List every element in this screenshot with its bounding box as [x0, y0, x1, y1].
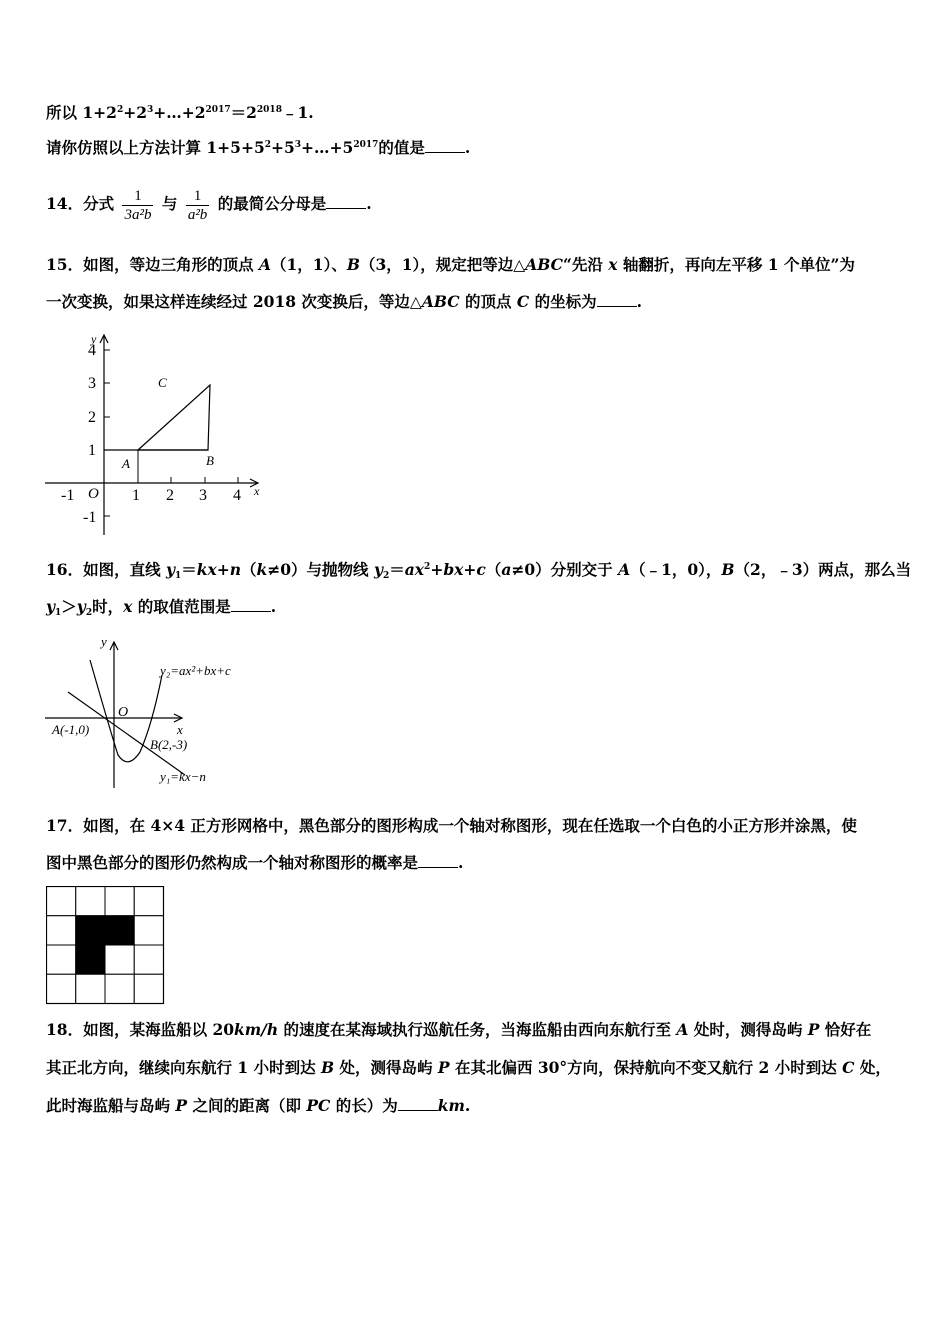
grid-cell-white [134, 887, 163, 916]
question-15-line-2: 一次变换，如果这样连续经过 2018 次变换后，等边△ABC 的顶点 C 的坐标为 . [46, 292, 643, 311]
x-tick-label: 4 [233, 487, 241, 504]
question-16-line-2: $y_1>y_2$时，x 的取值范围是 . [46, 597, 277, 618]
grid-cell-black [76, 916, 105, 945]
q17-grid-figure [46, 886, 166, 1006]
point-A-label: A [122, 456, 130, 471]
y-axis-label: y [91, 332, 97, 346]
grid-cell-white [134, 945, 163, 974]
grid-cell-white [47, 974, 76, 1003]
y-tick-label: 4 [88, 342, 96, 359]
grid-cell-white [134, 974, 163, 1003]
grid-cell-white [76, 887, 105, 916]
x-axis-label: x [177, 722, 183, 737]
point-B-label: B [206, 453, 214, 468]
triangle-ABC [138, 385, 210, 450]
grid-cell-white [105, 945, 134, 974]
point-C-label: C [158, 375, 167, 390]
q16-graph-figure [40, 630, 280, 790]
origin-label: O [118, 705, 129, 720]
question-18-line-2: 其正北方向，继续向东航行 1 小时到达 B 处，测得岛屿 P 在其北偏西 30°方向，保持航向不变又航行 2 小时到达 C 处， [46, 1058, 891, 1077]
x-tick-label: -1 [61, 487, 75, 504]
fraction-2: $\frac{1}{\text{a²b}}$ [187, 187, 208, 223]
answer-blank[interactable] [425, 138, 465, 153]
parabola-label: y₂=ax²+bx+c [160, 663, 231, 678]
grid-cell-white [47, 945, 76, 974]
answer-blank[interactable] [597, 292, 637, 307]
question-15-line-1: 15．如图，等边三角形的顶点 A（1，1）、B（3，1），规定把等边△ABC“先沿 x 轴翻折，再向左平移 1 个单位”为 [46, 255, 855, 274]
question-17-line-2: 图中黑色部分的图形仍然构成一个轴对称图形的概率是 . [46, 853, 464, 872]
origin-label: O [88, 486, 99, 502]
point-B-label: B(2,-3) [150, 737, 188, 752]
x-tick-label: 1 [132, 487, 140, 504]
grid-cell-black [76, 945, 105, 974]
y-tick-label: 3 [88, 375, 96, 392]
y-tick-label: -1 [83, 509, 97, 526]
grid-cell-white [47, 887, 76, 916]
answer-blank[interactable] [231, 597, 271, 612]
intro-line-1: 所以 $1+2^2+2^3+\dots+2^{2017}=2^{2018}﹣1$. [46, 103, 314, 122]
grid-cell-white [105, 974, 134, 1003]
y-tick-label: 1 [88, 442, 96, 459]
y-axis-label: y [101, 634, 107, 649]
grid-cell-white [134, 916, 163, 945]
y-tick-label: 2 [88, 409, 96, 426]
question-16-line-1: 16．如图，直线 $y_1=kx+n(k\ne 0)$与抛物线 $y_2=ax^2+bx+c(a\ne 0)$分别交于 A（﹣1，0），B（2，﹣3）两点，那么当 [46, 560, 912, 581]
grid-cell-white [47, 916, 76, 945]
answer-blank[interactable] [398, 1096, 438, 1111]
intro-line-2: 请你仿照以上方法计算 $1+5+5^2+5^3+\dots+5^{2017}$的值是 . [46, 138, 471, 157]
question-17-line-1: 17．如图，在 4×4 正方形网格中，黑色部分的图形构成一个轴对称图形，现在任选取一个白色的小正方形并涂黑，使 [46, 816, 857, 835]
grid-cell-white [105, 887, 134, 916]
answer-blank[interactable] [418, 853, 458, 868]
point-A-label: A(-1,0) [52, 722, 90, 737]
grid-cell-white [76, 974, 105, 1003]
question-18-line-3: 此时海监船与岛屿 P 之间的距离（即 PC 的长）为 km. [46, 1096, 471, 1115]
fraction-1: $\frac{1}{\text{3a²b}}$ [124, 187, 152, 223]
line-label: y₁=kx−n [160, 769, 206, 784]
question-14: 14．分式 $\frac{1}{\text{3a²b}}$ 与 $\frac{1}{\text{a²b}}$ 的最简公分母是 . [46, 187, 372, 223]
question-18-line-1: 18．如图，某海监船以 20km/h 的速度在某海域执行巡航任务，当海监船由西向东航行至 A 处时，测得岛屿 P 恰好在 [46, 1020, 872, 1039]
q15-coordinate-figure [40, 325, 270, 540]
grid-cell-black [105, 916, 134, 945]
x-tick-label: 2 [166, 487, 174, 504]
answer-blank[interactable] [326, 194, 366, 209]
x-tick-label: 3 [199, 487, 207, 504]
x-axis-label: x [254, 484, 260, 498]
